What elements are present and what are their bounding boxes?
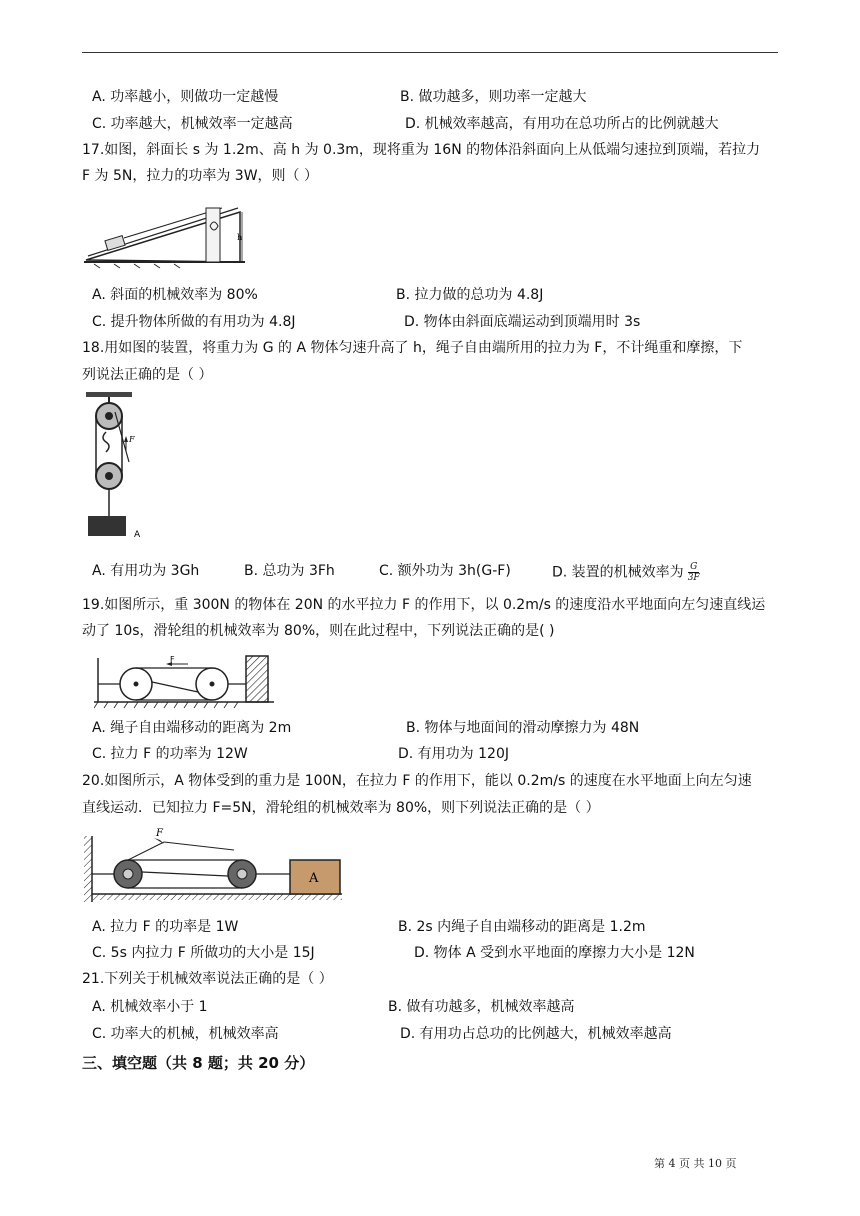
page-footer: 第 4 页 共 10 页 [654, 1157, 737, 1170]
q19-option-d: D. 有用功为 120J [398, 746, 509, 762]
q18-option-c: C. 额外功为 3h(G-F) [379, 563, 511, 579]
q19-pulley-figure [94, 652, 278, 710]
q18-stem-line1: 18.用如图的装置，将重力为 G 的 A 物体匀速升高了 h，绳子自由端所用的拉力为 F，不计绳重和摩擦，下 [82, 340, 743, 356]
header-rule [82, 52, 778, 53]
q21-stem: 21.下列关于机械效率说法正确的是（ ） [82, 971, 333, 987]
q19-option-b: B. 物体与地面间的滑动摩擦力为 48N [406, 720, 640, 736]
q17-option-b: B. 拉力做的总功为 4.8J [396, 287, 544, 303]
q17-option-d: D. 物体由斜面底端运动到顶端用时 3s [404, 314, 641, 330]
q20-option-a: A. 拉力 F 的功率是 1W [92, 919, 239, 935]
q16-option-b: B. 做功越多，则功率一定越大 [400, 89, 587, 105]
q21-option-b: B. 做有功越多，机械效率越高 [388, 999, 575, 1015]
q19-option-c: C. 拉力 F 的功率为 12W [92, 746, 248, 762]
q16-option-c: C. 功率越大，机械效率一定越高 [92, 116, 293, 132]
q21-option-a: A. 机械效率小于 1 [92, 999, 208, 1015]
q18-figure-label-a: A [134, 530, 141, 540]
q16-option-d: D. 机械效率越高，有用功在总功所占的比例就越大 [405, 116, 719, 132]
q18-option-a: A. 有用功为 3Gh [92, 563, 200, 579]
q17-stem-line1: 17.如图，斜面长 s 为 1.2m、高 h 为 0.3m，现将重为 16N 的物体沿斜面向上从低端匀速拉到顶端，若拉力 [82, 142, 761, 158]
q17-stem-line2: F 为 5N，拉力的功率为 3W，则（ ） [82, 168, 318, 184]
q17-incline-figure [80, 198, 250, 270]
q20-option-d: D. 物体 A 受到水平地面的摩擦力大小是 12N [414, 945, 695, 961]
q18-option-d [552, 562, 700, 583]
q19-option-a: A. 绳子自由端移动的距离为 2m [92, 720, 292, 736]
q19-figure-label-f: F [170, 655, 175, 664]
q20-option-b: B. 2s 内绳子自由端移动的距离是 1.2m [398, 919, 646, 935]
q20-option-c: C. 5s 内拉力 F 所做功的大小是 15J [92, 945, 315, 961]
q17-option-a: A. 斜面的机械效率为 80% [92, 287, 258, 303]
q18-option-b: B. 总功为 3Fh [244, 563, 335, 579]
fraction-numerator: G [690, 562, 698, 572]
q20-pulley-figure [84, 824, 346, 906]
q17-option-c: C. 提升物体所做的有用功为 4.8J [92, 314, 296, 330]
fraction-denominator: 3F [687, 573, 700, 583]
q16-option-a: A. 功率越小，则做功一定越慢 [92, 89, 279, 105]
q20-figure-label-a: A [309, 871, 319, 886]
q18-figure-label-f: F [129, 435, 135, 444]
q18-stem-line2: 列说法正确的是（ ） [82, 367, 213, 383]
q21-option-c: C. 功率大的机械，机械效率高 [92, 1026, 279, 1042]
q19-stem-line1: 19.如图所示，重 300N 的物体在 20N 的水平拉力 F 的作用下，以 0.2m/s 的速度沿水平地面向左匀速直线运 [82, 597, 766, 613]
q20-stem-line1: 20.如图所示，A 物体受到的重力是 100N，在拉力 F 的作用下，能以 0.2m/s 的速度在水平地面上向左匀速 [82, 773, 752, 789]
q19-stem-line2: 动了 10s，滑轮组的机械效率为 80%，则在此过程中，下列说法正确的是( ) [82, 623, 555, 639]
q17-figure-label-h: h [237, 233, 243, 242]
q18-option-d-text: D. 装置的机械效率为 [552, 564, 684, 581]
section-heading: 三、填空题（共 8 题；共 20 分） [82, 1054, 315, 1072]
q18-pulley-figure [84, 392, 154, 544]
q20-stem-line2: 直线运动．已知拉力 F=5N，滑轮组的机械效率为 80%，则下列说法正确的是（ ） [82, 800, 600, 816]
q20-figure-label-f: F [156, 828, 163, 839]
q21-option-d: D. 有用功占总功的比例越大，机械效率越高 [400, 1026, 672, 1042]
q18-option-d-fraction [688, 562, 700, 583]
